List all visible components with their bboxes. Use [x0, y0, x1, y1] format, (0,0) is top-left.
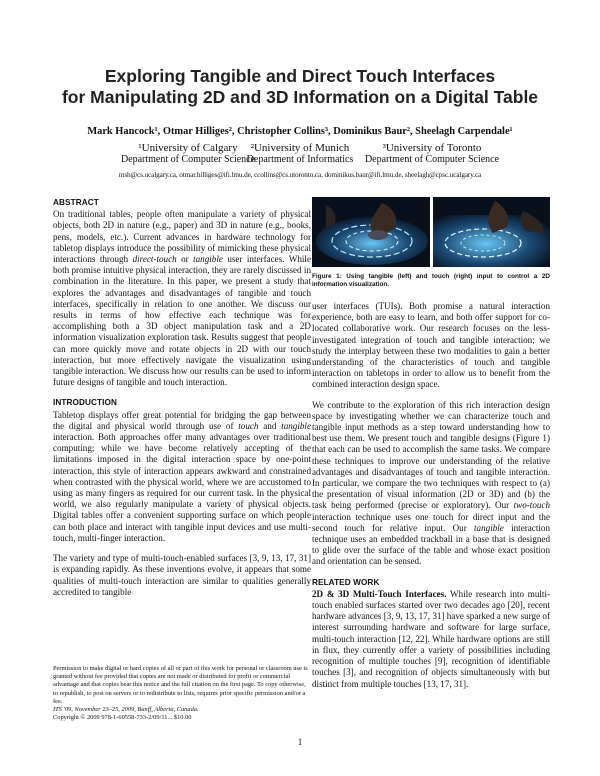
abstract-text	[53, 209, 311, 388]
related-work-heading: RELATED WORK	[312, 577, 380, 587]
abstract-text-part: user interfaces. While both promise intuitive physical interaction, they are rarely discussed in combination in the literature. In this paper, we present a study that explores the advantages and disadvantages of tangible and touch interfaces, specifically in relation to one another. We discuss our results in terms of how effective each technique was for accomplishing both a 3D object manipulation task and a 2D information visualization exploration task. Results suggest that people can more quickly move and rotate objects in 2D with our touch interaction, but more effectively navigate the visualization using tangible interaction. We discuss how our results can be used to inform future designs of tangible and touch interaction.	[53, 254, 311, 388]
conference-line: ITS '09, November 23–25, 2009, Banff, Alberta, Canada.	[53, 706, 199, 714]
right-emphasis: tangible	[474, 522, 504, 533]
related-work-paragraph	[312, 589, 550, 690]
right-text-part: interaction technique uses an embedded trackball in a base that is designed to glide over the surface of the table and whose exact position and orientation can be sensed.	[312, 522, 550, 567]
copyright-line: Copyright © 2009 978-1-60558-733-2/09/11... $10.00	[53, 714, 192, 722]
intro-paragraph-2: The variety and type of multi-touch-enabled surfaces [3, 9, 13, 17, 31] is expanding rapidly. As these inventions evolve, it appears that some qualities of multi-touch interaction are similar to qualities generally accredited to tangible	[53, 553, 311, 597]
related-text: While research into multi-touch enabled surfaces started over two decades ago [20], recent hardware advances [3, 9, 13, 17, 31] have sparked a new surge of interest surrounding hardware and software for large surface, multi-touch interaction [12, 22]. While hardware options are still in flux, they currently offer a variety of possibilities including recognition of multiple touches [9], recognition of identifiable touches [3], and recognition of objects simultaneously with but distinct from multiple touches [13, 17, 31].	[312, 588, 551, 689]
intro-paragraph-1	[53, 410, 311, 544]
tangible-input-image	[312, 197, 430, 267]
intro-text-part: interaction. Both approaches offer many advantages over traditional computing; while we have become relatively accepting of the limitations imposed in the digital interaction space by one-point interaction, this style of interaction appears awkward and constrained when contrasted with the physical world, where we are accustomed to using as many fingers as required for our current task. In the physical world, we also regularly manipulate a variety of physical objects. Digital tables offer a convenient supporting surface on which people can both place and interact with tangible input devices and use multi-touch, multi-finger interaction.	[53, 432, 311, 543]
touch-input-image	[433, 197, 550, 267]
right-paragraph-1: user interfaces (TUIs). Both promise a natural interaction experience, both are easy to learn, and both offer support for co-located collaborative work. Our research focuses on the less-investigated integration of touch and tangible interaction; we study the interplay between these two modalities to gain a better understanding of the characteristics of touch and tangible interaction on tabletops in order to allow us to benefit from the combined interaction design space.	[312, 301, 550, 390]
abstract-emphasis: direct-touch	[132, 254, 177, 265]
title-line-2: for Manipulating 2D and 3D Information on a Digital Table	[61, 87, 539, 107]
intro-text-part: and	[258, 420, 282, 431]
introduction-heading: INTRODUCTION	[53, 398, 117, 408]
related-subheading: 2D & 3D Multi-Touch Interfaces.	[312, 588, 447, 599]
university-name: ³University of Toronto	[382, 142, 482, 154]
right-emphasis: two-touch	[513, 500, 550, 511]
page-number: 1	[297, 737, 303, 747]
university-name: ²University of Munich	[250, 142, 350, 154]
affiliation-toronto	[352, 142, 512, 166]
abstract-text-part: or	[176, 254, 194, 265]
right-text-part: We contribute to the exploration of this rich interaction design space by investigating whether we can characterize touch and tangible input methods as a step toward understanding how to best use them. We present touch and tangible designs (Figure 1) that each can be used to accomplish the same tasks. We compare these techniques to improve our understanding of the relative advantages and disadvantages of touch and tangible interaction. In particular, we compare the two techniques with respect to (a) the presentation of visual information (2D or 3D) and (b) the task being performed (precise or exploratory). Our	[312, 399, 550, 511]
copyright-notice	[53, 665, 311, 722]
abstract-text-part: On traditional tables, people often manipulate a variety of physical objects, both 2D in nature (e.g., paper) and 3D in nature (e.g., books, pens, models, etc.). Current advances in hardware technology for tabletop displays introduce the possibility of mimicking these physical interactions through	[53, 209, 311, 265]
university-name: ¹University of Calgary	[138, 142, 238, 154]
figure-1-caption: Figure 1: Using tangible (left) and touch (right) input to control a 2D information visualization.	[312, 273, 550, 288]
tangible-input-photo	[312, 197, 430, 267]
touch-input-photo	[433, 197, 550, 267]
abstract-heading: ABSTRACT	[53, 198, 99, 207]
author-list: Mark Hancock¹, Otmar Hilliges², Christopher Collins³, Dominikus Baur², Sheelagh Carpendale¹	[87, 126, 513, 137]
abstract-emphasis: tangible	[193, 254, 223, 265]
intro-text-part: Tabletop displays offer great potential for bridging the gap between the digital and physical world through use of	[53, 409, 311, 431]
right-text-part: interaction technique uses one touch for direct input and the second touch for relative input. Our	[312, 511, 550, 533]
title-line-1: Exploring Tangible and Direct Touch Interfaces	[104, 66, 496, 86]
intro-emphasis: touch	[238, 420, 259, 431]
permission-notice: Permission to make digital or hard copies of all or part of this work for personal or classroom use is granted without fee provided that copies are not made or distributed for profit or commercial advantage and that copies bear this notice and the full citation on the first page. To copy otherwise, to republish, to post on servers or to redistribute to lists, requires prior specific permission and/or a fee.	[53, 665, 308, 705]
department-name: Department of Informatics	[246, 154, 354, 165]
department-name: Department of Computer Science	[120, 154, 256, 165]
intro-emphasis: tangible	[281, 420, 311, 431]
department-name: Department of Computer Science	[364, 154, 500, 165]
right-paragraph-2	[312, 400, 550, 568]
paper-title	[40, 66, 560, 108]
left-column	[53, 197, 311, 607]
figure-1	[312, 197, 550, 267]
right-column	[312, 197, 550, 699]
author-emails: msh@cs.ucalgary.ca, otmar.hilliges@ifi.lmu.de, ccollins@cs.utoronto.ca, dominikus.baur@ifi.lmu.de, sheelagh@cpsc.ucalgary.ca	[118, 171, 482, 179]
